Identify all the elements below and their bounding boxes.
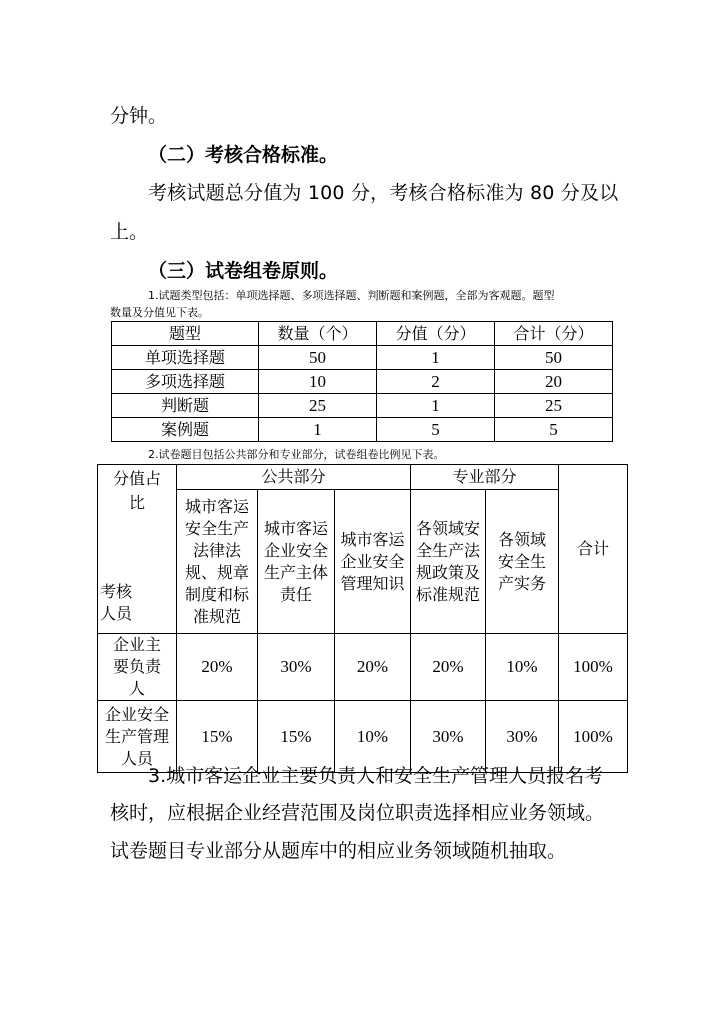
column-header: 分值（分） [377, 322, 495, 346]
column-header: 题型 [112, 322, 259, 346]
total-cell: 50 [495, 346, 613, 370]
ratio-cell: 15% [177, 701, 258, 773]
question-type-cell: 多项选择题 [112, 370, 259, 394]
table-row [98, 701, 628, 773]
count-cell: 50 [259, 346, 377, 370]
paragraph-line: 考核试题总分值为 100 分，考核合格标准为 80 分及以 [148, 182, 619, 204]
paragraph-line: 核时，应根据企业经营范围及岗位职责选择相应业务领域。 [110, 802, 605, 824]
question-type-table [111, 321, 613, 442]
column-subheader: 各领域安全生产法规政策及标准规范 [411, 490, 486, 634]
count-cell: 1 [259, 418, 377, 442]
paragraph-line: 分钟。 [110, 105, 168, 127]
table-header-row [112, 322, 613, 346]
ratio-cell: 20% [335, 634, 411, 701]
paragraph-line: 上。 [110, 221, 149, 243]
column-header: 数量（个） [259, 322, 377, 346]
ratio-cell: 20% [411, 634, 486, 701]
corner-bottom-label: 考核人员 [100, 582, 133, 623]
table-row [112, 394, 613, 418]
score-cell: 1 [377, 394, 495, 418]
score-cell: 1 [377, 346, 495, 370]
column-subheader: 城市客运安全生产法律法规、规章制度和标准规范 [177, 490, 258, 634]
corner-top-label: 分值占比 [112, 469, 161, 512]
count-cell: 25 [259, 394, 377, 418]
table-subheader-row [98, 490, 628, 634]
column-subheader: 城市客运企业安全管理知识 [335, 490, 411, 634]
ratio-cell: 30% [258, 634, 335, 701]
paragraph-line: 3.城市客运企业主要负责人和安全生产管理人员报名考 [148, 765, 604, 787]
table-row [112, 346, 613, 370]
table-header-row [98, 465, 628, 490]
group-header-public: 公共部分 [177, 465, 411, 490]
ratio-total-cell: 100% [559, 701, 628, 773]
column-subheader: 各领域安全生产实务 [486, 490, 559, 634]
ratio-total-cell: 100% [559, 634, 628, 701]
total-cell: 25 [495, 394, 613, 418]
column-header: 合计（分） [495, 322, 613, 346]
group-header-professional: 专业部分 [411, 465, 559, 490]
ratio-cell: 30% [486, 701, 559, 773]
ratio-cell: 10% [335, 701, 411, 773]
personnel-cell: 企业主要负责人 [98, 634, 177, 701]
question-type-cell: 案例题 [112, 418, 259, 442]
total-cell: 5 [495, 418, 613, 442]
personnel-cell: 企业安全生产管理人员 [98, 701, 177, 773]
ratio-cell: 10% [486, 634, 559, 701]
table-row [98, 634, 628, 701]
total-cell: 20 [495, 370, 613, 394]
column-subheader: 城市客运企业安全生产主体责任 [258, 490, 335, 634]
section-heading: （三）试卷组卷原则。 [148, 260, 339, 282]
table-row [112, 370, 613, 394]
table-row [112, 418, 613, 442]
exam-ratio-table [97, 464, 628, 773]
question-type-cell: 判断题 [112, 394, 259, 418]
count-cell: 10 [259, 370, 377, 394]
section-heading: （二）考核合格标准。 [148, 144, 339, 166]
paragraph-line: 试卷题目专业部分从题库中的相应业务领域随机抽取。 [110, 840, 567, 862]
ratio-cell: 20% [177, 634, 258, 701]
table-note: 1.试题类型包括：单项选择题、多项选择题、判断题和案例题，全部为客观题。题型 [148, 289, 555, 302]
ratio-cell: 15% [258, 701, 335, 773]
table-note: 数量及分值见下表。 [110, 306, 209, 319]
table-note: 2.试卷题目包括公共部分和专业部分，试卷组卷比例见下表。 [148, 448, 445, 461]
score-cell: 5 [377, 418, 495, 442]
score-cell: 2 [377, 370, 495, 394]
total-column-header: 合计 [559, 465, 628, 634]
question-type-cell: 单项选择题 [112, 346, 259, 370]
ratio-cell: 30% [411, 701, 486, 773]
corner-cell [98, 465, 177, 634]
